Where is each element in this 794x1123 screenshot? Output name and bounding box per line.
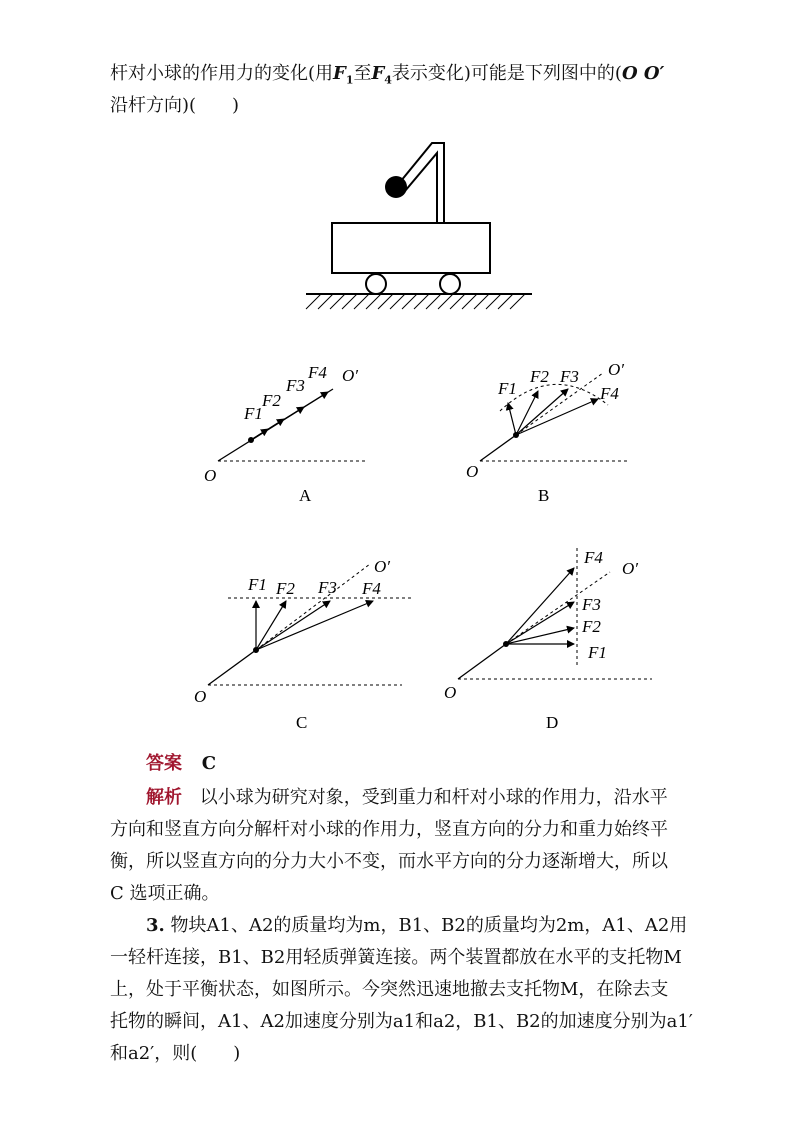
label-b-f4: F4 xyxy=(600,384,619,403)
q3-line-1: 3. 物块A1、A2的质量均为m，B1、B2的质量均为2m，A1、A2用 xyxy=(146,915,688,936)
label-a-oprime: O′ xyxy=(342,366,358,385)
label-b-f1: F1 xyxy=(498,379,517,398)
label-d-f2: F2 xyxy=(582,617,601,636)
answer-value: C xyxy=(201,753,217,774)
label-a-f4: F4 xyxy=(308,363,327,382)
q2-line2: 沿杆方向)( ) xyxy=(110,95,240,116)
label-c-oprime: O′ xyxy=(374,557,390,576)
analysis-line-2: 方向和竖直方向分解杆对小球的作用力，竖直方向的分力和重力始终平 xyxy=(110,819,668,840)
option-a xyxy=(204,363,366,505)
label-c-o: O xyxy=(194,687,207,706)
analysis-line-1: 解析 以小球为研究对象，受到重力和杆对小球的作用力，沿水平 xyxy=(146,787,668,808)
q3-line-2: 一轻杆连接，B1、B2用轻质弹簧连接。两个装置都放在水平的支托物M xyxy=(110,947,682,968)
label-b-o: O xyxy=(466,462,479,481)
label-d-oprime: O′ xyxy=(622,559,638,578)
label-c-f3: F3 xyxy=(318,578,337,597)
label-d-f4: F4 xyxy=(584,548,603,567)
q3-line-5: 和a2′，则( ) xyxy=(110,1043,241,1064)
label-b-f3: F3 xyxy=(560,367,579,386)
label-a-o: O xyxy=(204,466,217,485)
cart-figure xyxy=(292,125,542,325)
label-b-f2: F2 xyxy=(530,367,549,386)
q2-text: 杆对小球的作用力的变化(用 xyxy=(110,63,334,84)
label-a-f1: F1 xyxy=(244,404,263,423)
label-d-f1: F1 xyxy=(588,643,607,662)
caption-a: A xyxy=(299,486,312,505)
analysis-label: 解析 xyxy=(146,787,182,808)
option-c xyxy=(194,557,412,732)
label-c-f1: F1 xyxy=(248,575,267,594)
options-cd-figure xyxy=(190,538,670,738)
caption-c: C xyxy=(296,713,308,732)
option-d xyxy=(444,548,652,732)
answer-line xyxy=(146,752,216,776)
q3-line-4: 托物的瞬间，A1、A2加速度分别为a1和a2，B1、B2的加速度分别为a1′ xyxy=(110,1011,693,1032)
analysis-line-4: C 选项正确。 xyxy=(110,883,220,904)
label-d-f3: F3 xyxy=(582,595,601,614)
q3-number: 3. xyxy=(146,915,165,936)
label-b-oprime: O′ xyxy=(608,360,624,379)
answer-label: 答案 xyxy=(146,753,182,774)
option-b xyxy=(466,360,628,505)
caption-b: B xyxy=(538,486,550,505)
options-ab-figure xyxy=(178,333,658,523)
label-d-o: O xyxy=(444,683,457,702)
q3-line-3: 上，处于平衡状态，如图所示。今突然迅速地撤去支托物M，在除去支 xyxy=(110,979,669,1000)
analysis-line-3: 衡，所以竖直方向的分力大小不变，而水平方向的分力逐渐增大，所以 xyxy=(110,851,668,872)
label-c-f2: F2 xyxy=(276,579,295,598)
label-a-f3: F3 xyxy=(286,376,305,395)
label-a-f2: F2 xyxy=(262,391,281,410)
q2-line1: 杆对小球的作用力的变化(用$F_1$至$F_4$表示变化)可能是下列图中的(O O′ xyxy=(110,63,665,87)
caption-d: D xyxy=(546,713,559,732)
label-c-f4: F4 xyxy=(362,579,381,598)
